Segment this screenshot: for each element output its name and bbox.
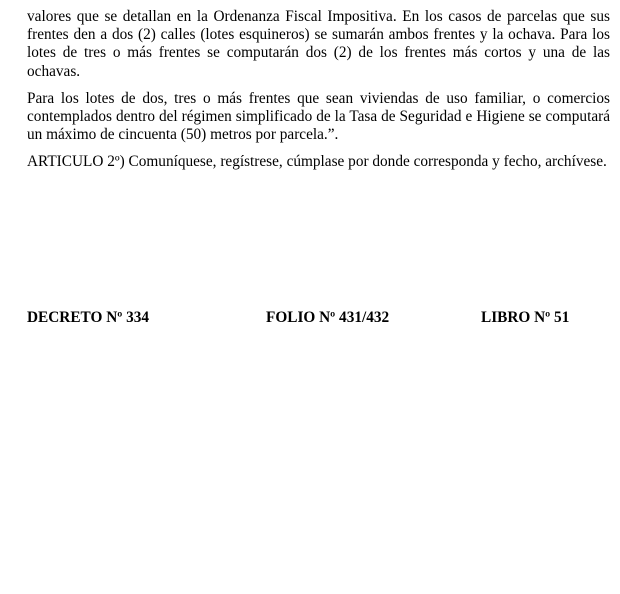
decree-reference-row: [27, 309, 587, 329]
folio-number: FOLIO Nº 431/432: [266, 309, 390, 326]
paragraph-ordenanza-fiscal: valores que se detallan en la Ordenanza Fiscal Impositiva. En los casos de parcelas que sus frentes den a dos (2) calles (lotes esquineros) se sumarán ambos frentes y la ochava. Para los lotes de tres o más frentes se computarán dos (2) de los frentes más cortos y una de las ochavas.: [27, 8, 610, 80]
paragraph-viviendas-uso-familiar: Para los lotes de dos, tres o más frentes que sean viviendas de uso familiar, o comercios contemplados dentro del régimen simplificado de la Tasa de Seguridad e Higiene se computará un máximo de cincuenta (50) metros por parcela.”.: [27, 89, 610, 144]
decreto-number: DECRETO Nº 334: [27, 309, 150, 326]
paragraph-articulo-2: ARTICULO 2º) Comuníquese, regístrese, cúmplase por donde corresponda y fecho, archívese.: [27, 153, 607, 171]
libro-number: LIBRO Nº 51: [481, 309, 570, 326]
